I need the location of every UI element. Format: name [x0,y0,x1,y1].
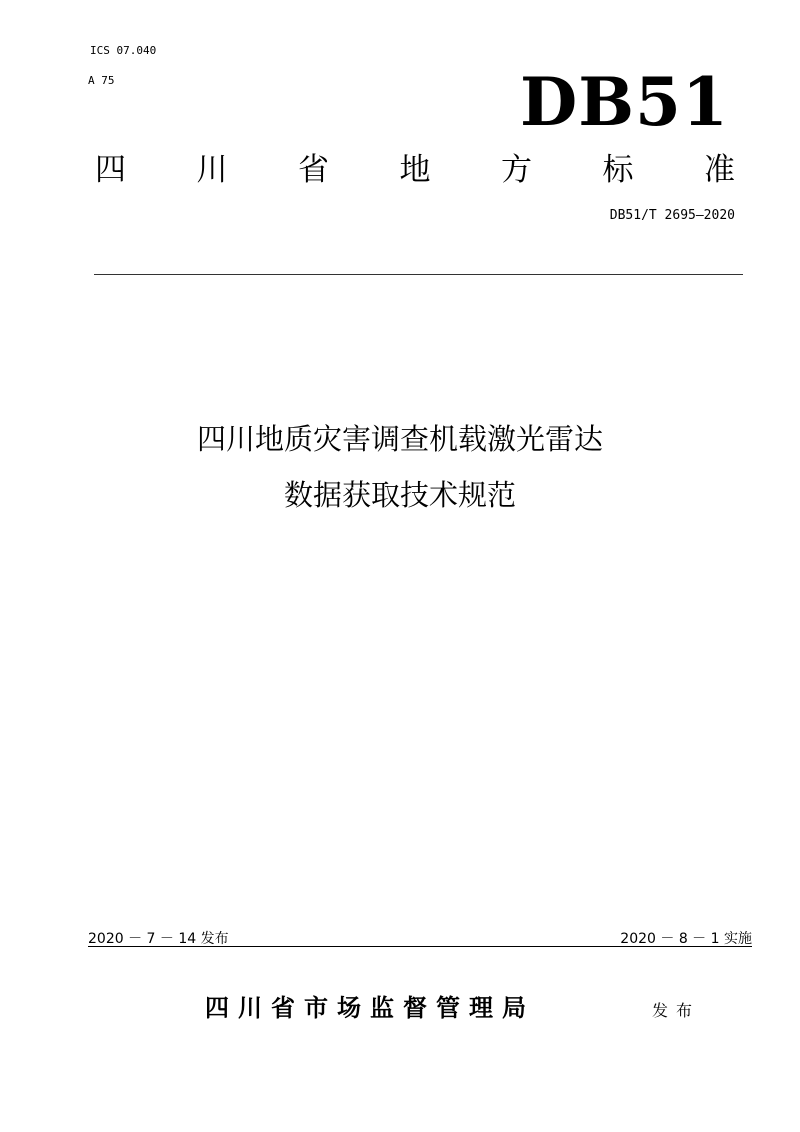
issue-date: 2020 － 7 － 14 发布 [88,931,229,947]
document-title-line-1: 四川地质灾害调查机载激光雷达 [196,422,603,456]
date-divider [88,946,752,947]
document-title-line-2: 数据获取技术规范 [283,478,516,512]
issuing-suffix: 发布 [652,1001,701,1020]
standard-type-char: 标 [602,152,634,188]
standard-type-char: 省 [298,152,329,188]
implementation-date: 2020 － 8 － 1 实施 [620,931,752,947]
standard-type-char: 四 [95,152,126,188]
standard-type-heading [95,150,735,190]
standard-number: DB51/T 2695—2020 [609,208,735,223]
ccs-code: A 75 [88,74,115,87]
standard-type-char: 准 [704,152,735,188]
db51-logo: DB51 [520,63,729,141]
standard-type-char: 地 [399,152,431,188]
ics-code: ICS 07.040 [90,44,157,57]
standard-type-char: 方 [501,152,532,188]
standard-type-char: 川 [196,152,228,188]
header-divider [94,274,743,275]
issuing-authority: 四川省市场监督管理局 [205,994,535,1022]
